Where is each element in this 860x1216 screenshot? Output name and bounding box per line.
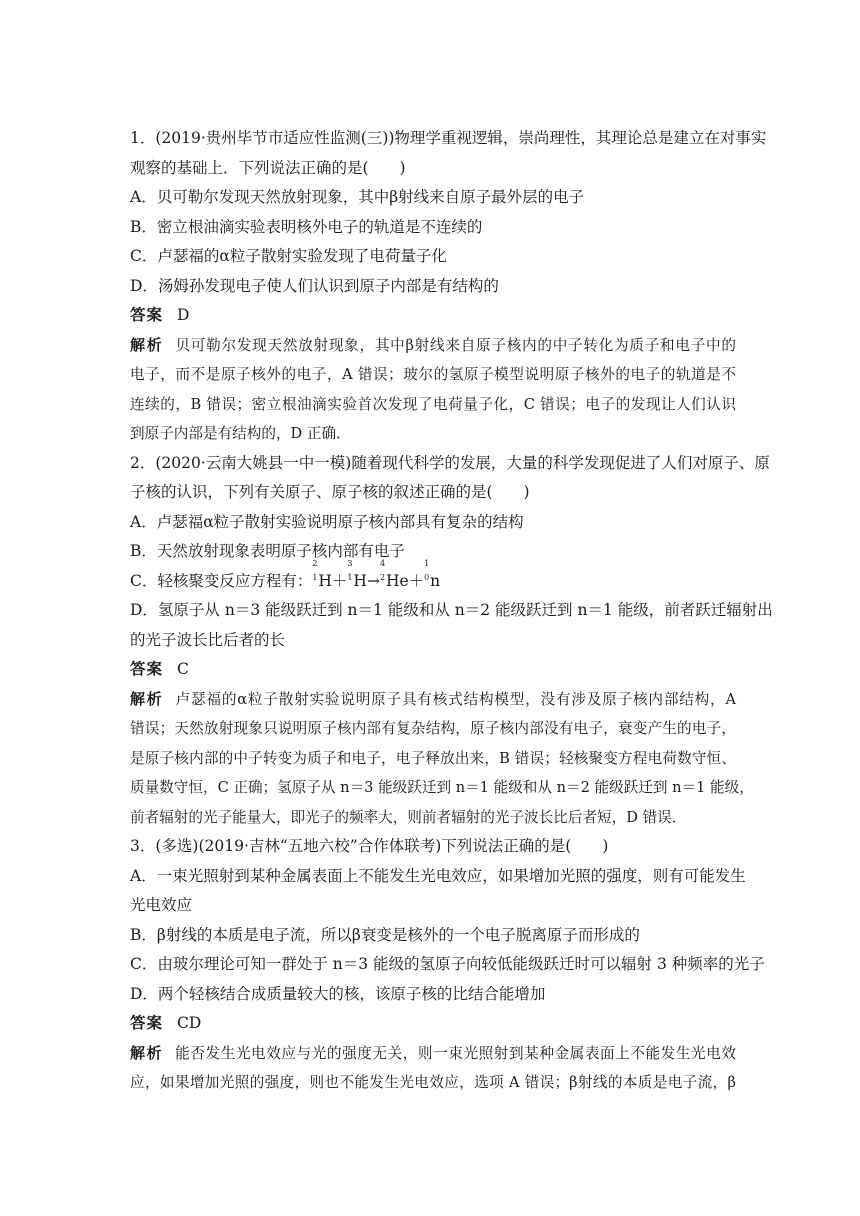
explanation-line: 应，如果增加光照的强度，则也不能发生光电效应，选项 A 错误；β射线的本质是电子流，β — [130, 1074, 736, 1091]
answer-label: 答案 — [130, 1014, 164, 1032]
option-d: D．氢原子从 n＝3 能级跃迁到 n＝1 能级和从 n＝2 能级跃迁到 n＝1 能级，前者跃迁辐射出 — [130, 601, 773, 619]
reaction-arrow: → — [366, 571, 380, 590]
nuclide-tritium — [347, 558, 367, 597]
option-a: A．一束光照射到某种金属表面上不能发生光电效应，如果增加光照的强度，则有可能发生 — [130, 866, 746, 885]
option-c: C．卢瑟福的α粒子散射实验发现了电荷量子化 — [130, 247, 447, 265]
option-c-text: C．轻核聚变反应方程有： — [130, 571, 313, 590]
question-3 — [130, 832, 765, 1098]
explanation-text: 能否发生光电效应与光的强度无关，则一束光照射到某种金属表面上不能发生光电效 — [175, 1044, 736, 1062]
explanation-line — [130, 685, 736, 715]
explanation-label: 解析 — [130, 335, 164, 354]
explanation-text: 卢瑟福的α粒子散射实验说明原子具有核式结构模型，没有涉及原子核内部结构，A — [175, 690, 736, 708]
question-stem: 子核的认识，下列有关原子、原子核的叙述正确的是( ) — [130, 483, 530, 501]
charge-number: 1 — [312, 572, 318, 582]
option-a: A．贝可勒尔发现天然放射现象，其中β射线来自原子最外层的电子 — [130, 188, 585, 206]
nuclide-deuterium — [312, 558, 332, 597]
explanation-label: 解析 — [130, 689, 164, 708]
option-d: D．汤姆孙发现电子使人们认识到原子内部是有结构的 — [130, 276, 499, 295]
option-d-cont: 的光子波长比后者的长 — [130, 630, 286, 649]
element-symbol: He — [385, 571, 409, 590]
element-symbol: H — [353, 571, 367, 590]
plus-sign: ＋ — [331, 571, 348, 590]
answer-row — [130, 1009, 736, 1039]
plus-sign: ＋ — [408, 571, 425, 590]
answer-value: C — [177, 660, 189, 678]
answer-value: D — [177, 306, 190, 324]
question-stem: 2．(2020·云南大姚县一中一模)随着现代科学的发展，大量的科学发现促进了人们对原子、原 — [130, 453, 770, 472]
explanation-line: 连续的，B 错误；密立根油滴实验首次发现了电荷量子化，C 错误；电子的发现让人们认识 — [130, 395, 736, 413]
mass-number: 2 — [312, 558, 318, 568]
explanation-line — [130, 331, 736, 361]
nuclide-helium — [379, 558, 409, 597]
explanation-line: 到原子内部是有结构的，D 正确． — [130, 425, 351, 442]
answer-label: 答案 — [130, 306, 164, 324]
mass-number: 3 — [347, 558, 353, 568]
nuclide-neutron — [424, 558, 441, 597]
answer-label: 答案 — [130, 660, 164, 678]
explanation-line: 错误；天然放射现象只说明原子核内部有复杂结构，原子核内部没有电子，衰变产生的电子， — [130, 720, 736, 737]
document-content — [130, 124, 773, 1098]
option-a: A．卢瑟福α粒子散射实验说明原子核内部具有复杂的结构 — [130, 512, 524, 531]
option-d: D．两个轻核结合成质量较大的核，该原子核的比结合能增加 — [130, 984, 546, 1003]
element-symbol: n — [430, 571, 441, 590]
option-a-cont: 光电效应 — [130, 896, 193, 914]
charge-number: 0 — [424, 572, 430, 582]
mass-number: 4 — [379, 558, 386, 568]
question-2 — [130, 449, 773, 833]
option-b: B．β射线的本质是电子流，所以β衰变是核外的一个电子脱离原子而形成的 — [130, 925, 640, 944]
answer-row — [130, 655, 736, 685]
explanation-text: 贝可勒尔发现天然放射现象，其中β射线来自原子核内的中子转化为质子和电子中的 — [175, 336, 736, 354]
option-c — [130, 558, 736, 597]
question-stem: 3．(多选)(2019·吉林“五地六校”合作体联考)下列说法正确的是( ) — [130, 837, 609, 855]
option-c: C．由玻尔理论可知一群处于 n＝3 能级的氢原子向较低能级跃迁时可以辐射 3 种频率的光子 — [130, 955, 765, 973]
question-stem: 1．(2019·贵州毕节市适应性监测(三))物理学重视逻辑，崇尚理性，其理论总是建立在对事实 — [130, 129, 767, 147]
answer-value: CD — [177, 1014, 202, 1032]
question-stem: 观察的基础上．下列说法正确的是( ) — [130, 158, 406, 177]
option-b: B．天然放射现象表明原子核内部有电子 — [130, 542, 405, 560]
element-symbol: H — [318, 571, 332, 590]
explanation-line: 前者辐射的光子能量大，即光子的频率大，则前者辐射的光子波长比后者短，D 错误． — [130, 808, 687, 826]
explanation-line — [130, 1039, 736, 1069]
explanation-line: 电子，而不是原子核外的电子，A 错误；玻尔的氢原子模型说明原子核外的电子的轨道是不 — [130, 366, 736, 383]
charge-number: 2 — [379, 572, 386, 582]
explanation-line: 质量数守恒，C 正确；氢原子从 n＝3 能级跃迁到 n＝1 能级和从 n＝2 能级跃迁到 n＝1 能级， — [130, 779, 754, 796]
question-1 — [130, 124, 767, 449]
mass-number: 1 — [424, 558, 430, 568]
option-b: B．密立根油滴实验表明核外电子的轨道是不连续的 — [130, 217, 483, 236]
explanation-line: 是原子核内部的中子转变为质子和电子，电子释放出来，B 错误；轻核聚变方程电荷数守恒、 — [130, 749, 736, 767]
answer-row — [130, 301, 736, 331]
charge-number: 1 — [347, 572, 353, 582]
explanation-label: 解析 — [130, 1043, 164, 1062]
